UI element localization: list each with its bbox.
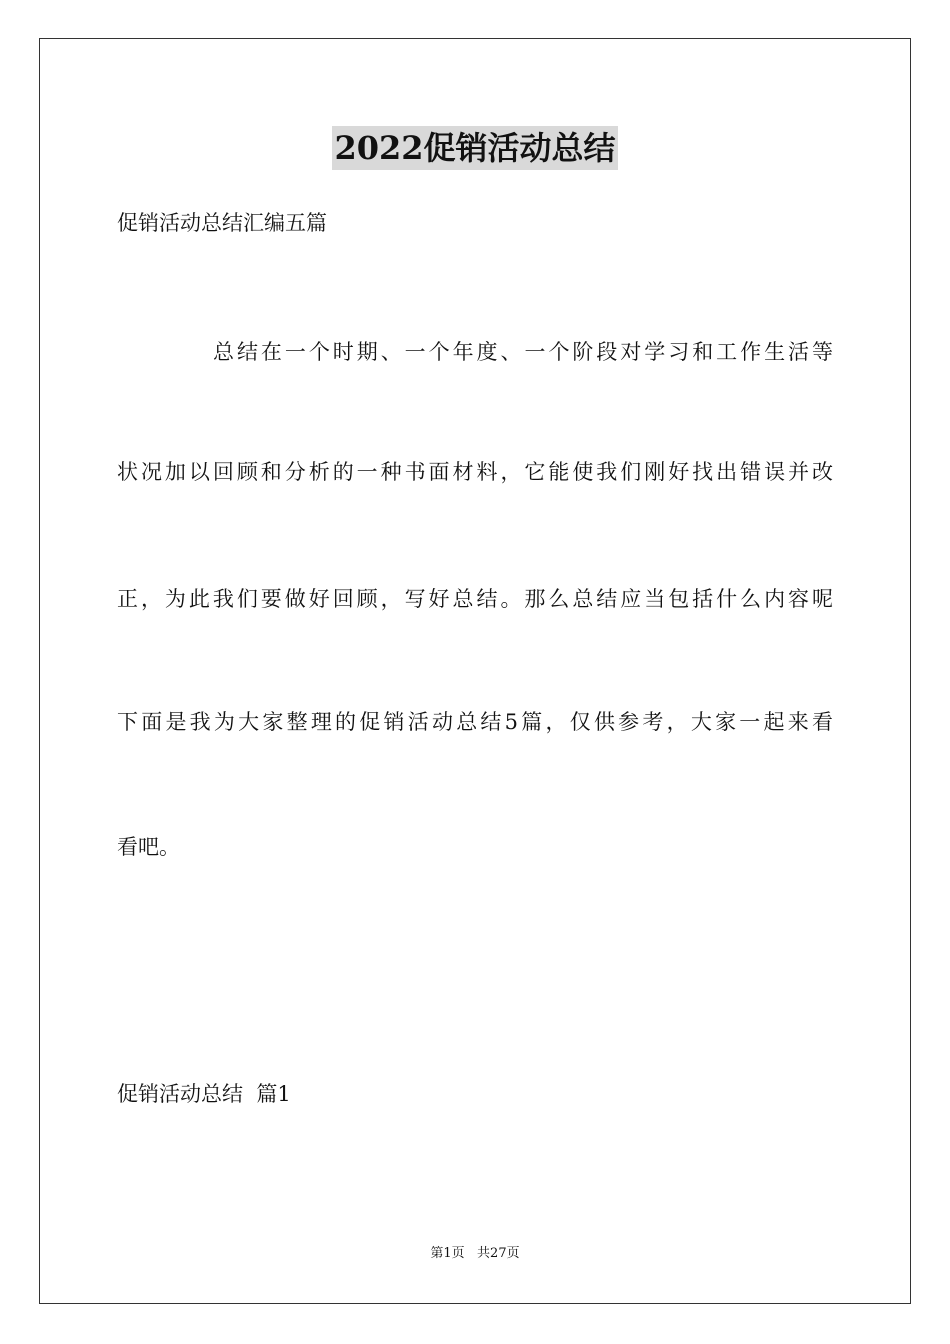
page-footer: 第1页 共27页 — [430, 1246, 520, 1261]
document-subtitle: 促销活动总结汇编五篇 — [117, 211, 327, 235]
section-heading: 促销活动总结 篇1 — [117, 1082, 291, 1106]
intro-line-5: 看吧。 — [117, 835, 180, 859]
intro-line-2: 状况加以回顾和分析的一种书面材料，它能使我们刚好找出错误并改 — [117, 460, 833, 484]
intro-line-1: 总结在一个时期、一个年度、一个阶段对学习和工作生活等 — [213, 340, 833, 364]
title-container — [0, 126, 950, 170]
intro-line-3: 正，为此我们要做好回顾，写好总结。那么总结应当包括什么内容呢 — [117, 587, 833, 611]
document-title: 2022促销活动总结 — [332, 126, 617, 170]
intro-line-4: 下面是我为大家整理的促销活动总结5篇，仅供参考，大家一起来看 — [117, 710, 833, 734]
